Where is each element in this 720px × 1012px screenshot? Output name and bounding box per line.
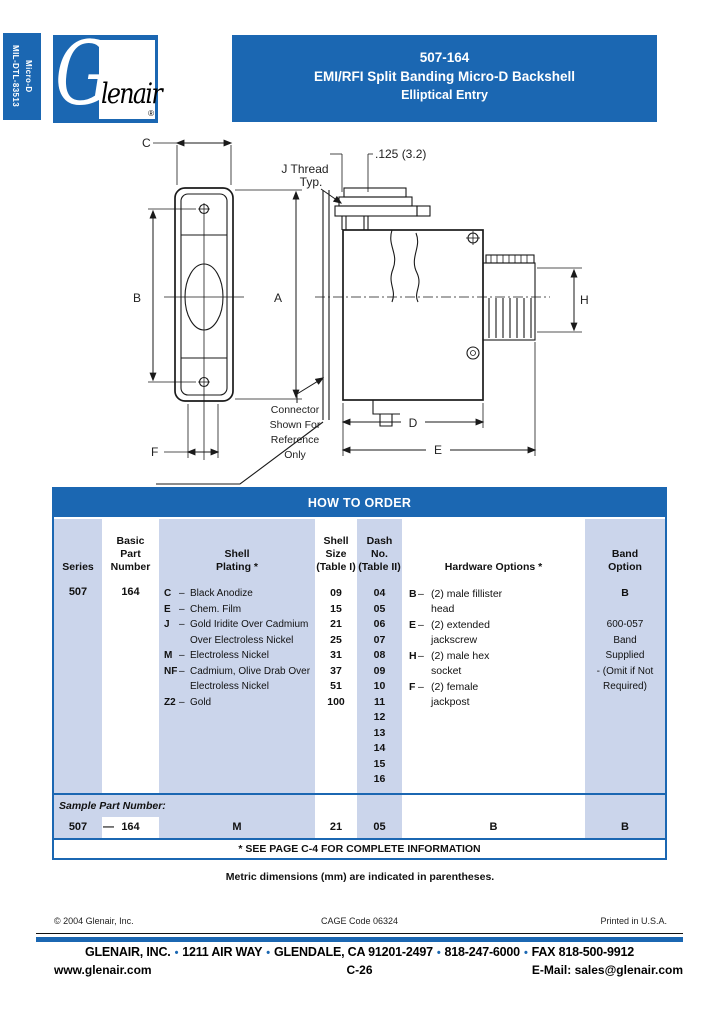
reference-note-1: Connector [270,404,320,416]
hardware-desc: (2) male hex [431,649,490,662]
title-banner [232,35,657,122]
dim-label-d: D [408,416,418,430]
shell-size: 37 [330,664,342,677]
hardware-sep: – [418,618,424,631]
hardware-option [402,617,585,633]
plating-sep: – [179,588,185,600]
street: 1211 AIR WAY [182,945,263,959]
bullet-icon: • [523,947,528,959]
band-option-text: 600-057 [606,619,644,630]
hardware-option [402,633,585,649]
hardware-desc: jackpost [431,696,470,709]
band-option-code: B [621,587,629,599]
band-option-spacer [585,602,665,618]
header-part-l3: Number [110,561,151,573]
dash-no: 07 [373,633,386,646]
dash-no: 12 [373,711,386,723]
header-plating-l2: Plating * [215,561,258,573]
band-option-text: Supplied [605,650,645,661]
reference-note-4: Only [284,449,306,461]
header-size-l1: Shell [323,535,349,547]
table-title: HOW TO ORDER [54,489,665,517]
dash-no: 13 [373,726,386,739]
bullet-icon: • [436,947,441,959]
shell-size: 09 [330,587,342,599]
hardware-option [402,664,585,680]
plating-desc: Over Electroless Nickel [190,634,294,646]
dash-no: 10 [373,680,386,692]
dash-no-list [357,579,402,793]
footer-info-row [36,963,683,979]
front-view [164,188,244,460]
plating-desc: Gold Iridite Over Cadmium [190,619,309,631]
side-view-dimensions [270,147,589,461]
basic-part-number-value: 164 [102,579,159,793]
table-footnote: * SEE PAGE C-4 FOR COMPLETE INFORMATION [54,838,665,858]
header-hardware-label: Hardware Options * [444,561,543,573]
plating-option [159,633,315,649]
spec-line-1: MIL-DTL-83513 [11,45,20,108]
spec-side-tab [3,33,41,120]
header-size-l3: (Table I) [316,561,356,573]
reference-note-2: Shown For [269,419,321,431]
spec-side-tab-text [3,33,41,120]
plating-sep: – [179,650,185,662]
shell-size: 100 [327,695,345,708]
plating-code: NF [164,665,178,677]
dim-label-b: B [133,291,142,305]
plating-option [159,602,315,618]
website-link[interactable]: www.glenair.com [54,963,152,977]
dim-label-h: H [580,293,589,307]
band-option-cell [585,579,665,793]
j-thread-label-1: J Thread [281,162,329,176]
sample-dash-mark: — [103,821,114,833]
hardware-sep: – [418,587,424,600]
sample-band: B [585,817,665,838]
cage-code: CAGE Code 06324 [320,916,399,926]
dash-no: 05 [373,602,386,615]
plating-sep: – [179,696,185,708]
dash-no: 06 [373,618,386,630]
shell-size: 21 [330,618,342,630]
shell-size: 15 [330,602,342,615]
registered-mark: ® [148,109,154,118]
header-dash-l1: Dash [366,535,393,547]
hardware-desc: socket [431,665,462,678]
plating-desc: Cadmium, Olive Drab Over [190,665,311,677]
hardware-desc: jackscrew [431,634,478,647]
dim-label-c: C [142,136,151,150]
band-option-text: Required) [603,681,647,692]
plating-desc: Gold [190,696,212,708]
city-state-zip: GLENDALE, CA 91201-2497 [273,945,433,959]
email-link[interactable]: E-Mail: sales@glenair.com [531,963,683,977]
dash-no: 11 [373,695,386,708]
hardware-code: H [409,649,417,662]
plating-desc: Black Anodize [190,588,253,600]
sample-part-number [102,817,159,838]
header-plating-l1: Shell [224,548,250,560]
company-address-line [36,945,683,959]
header-dash-l2: No. [371,548,388,560]
header-band-l2: Option [608,561,642,573]
product-title: EMI/RFI Split Banding Micro-D Backshell [313,69,576,84]
hardware-option [402,602,585,618]
header-hardware-options [402,519,585,579]
fax: FAX 818-500-9912 [531,945,635,959]
plating-code: C [164,588,172,600]
dash-no: 08 [373,649,386,661]
copyright-text: © 2004 Glenair, Inc. [54,916,134,926]
header-band-option [585,519,665,579]
part-number-title: 507-164 [419,50,470,65]
header-shell-size [315,519,357,579]
technical-drawing [90,132,650,488]
hardware-code: F [409,680,416,693]
plating-sep: – [179,619,185,631]
glenair-logo [53,22,162,125]
plating-option [159,617,315,633]
hardware-sep: – [418,680,424,693]
bullet-icon: • [174,947,179,959]
shell-size: 31 [330,649,342,661]
plating-option [159,695,315,711]
hardware-code: B [409,587,417,600]
sample-plating: M [159,817,315,838]
printed-in: Printed in U.S.A. [600,916,667,926]
sample-part-number-label-row [54,795,665,817]
plating-option [159,648,315,664]
hardware-option [402,679,585,695]
plating-code: J [164,619,170,631]
header-series-label: Series [62,561,94,573]
hardware-option [402,648,585,664]
hardware-desc: head [431,603,455,616]
dim-label-f: F [151,445,159,459]
sample-part-number-label: Sample Part Number: [54,795,315,817]
how-to-order-table [52,487,667,860]
company-name: GLENAIR, INC. [84,945,171,959]
hardware-sep: – [418,649,424,662]
product-subtitle: Elliptical Entry [401,88,488,102]
table-header-row [54,519,665,579]
sample-hardware: B [402,817,585,838]
shell-size: 25 [330,633,342,646]
plating-sep: – [179,665,185,677]
plating-option [159,586,315,602]
table-body-row [54,579,665,793]
hardware-option [402,586,585,602]
header-part-l1: Basic [116,535,145,547]
dash-no: 04 [373,587,386,599]
footer-rule [36,933,683,934]
plating-code: Z2 [164,696,176,708]
hardware-options-list [402,579,585,793]
plating-sep: – [179,603,185,615]
phone: 818-247-6000 [444,945,520,959]
bullet-icon: • [266,947,270,959]
series-value: 507 [54,579,102,793]
sample-part-value: 164 [121,821,140,833]
j-thread-label-2: Typ. [299,175,323,189]
header-dash-l3: (Table II) [358,561,401,573]
plating-option [159,664,315,680]
header-band-l1: Band [611,548,639,560]
dash-no: 09 [373,664,386,677]
metric-note: Metric dimensions (mm) are indicated in parentheses. [225,871,495,883]
dim-label-e: E [433,443,443,457]
sample-dash-no: 05 [357,817,402,838]
publication-row [36,916,683,930]
shell-size: 51 [330,680,342,692]
header-shell-plating [159,519,315,579]
plating-desc: Chem. Film [190,603,242,615]
hardware-desc: (2) extended [431,618,490,631]
page-number: C-26 [346,963,373,977]
dash-no: 16 [373,773,386,785]
header-part-l2: Part [120,548,141,560]
shell-plating-options [159,579,315,793]
plating-option [159,679,315,695]
glenair-logo-g: G [55,22,112,125]
plating-code: E [164,603,171,615]
sample-shell-size: 21 [315,817,357,838]
header-dash-no [357,519,402,579]
hardware-code: E [409,618,417,631]
glenair-logo-script: lenair [101,77,162,110]
sample-part-number-values-row [54,817,665,838]
shell-size-list [315,579,357,793]
sample-series: 507 [54,817,102,838]
dim-label-a: A [274,291,283,305]
reference-note-3: Reference [270,434,320,446]
header-basic-part-number [102,519,159,579]
hardware-option [402,695,585,711]
header-series [54,519,102,579]
plating-desc: Electroless Nickel [190,681,269,693]
plating-desc: Electroless Nickel [190,650,269,662]
side-view [156,188,550,484]
band-option-text: Band [613,634,637,646]
spec-line-2: Micro-D [24,60,33,93]
band-option-text: - (Omit if Not [596,665,654,677]
hardware-desc: (2) female [431,680,479,693]
plating-code: M [164,650,173,662]
dim-label-125: .125 (3.2) [375,147,427,161]
header-size-l2: Size [325,548,347,560]
dash-no: 14 [373,742,386,754]
footer-blue-bar [36,937,683,942]
dash-no: 15 [373,757,386,770]
hardware-desc: (2) male fillister [431,587,503,600]
